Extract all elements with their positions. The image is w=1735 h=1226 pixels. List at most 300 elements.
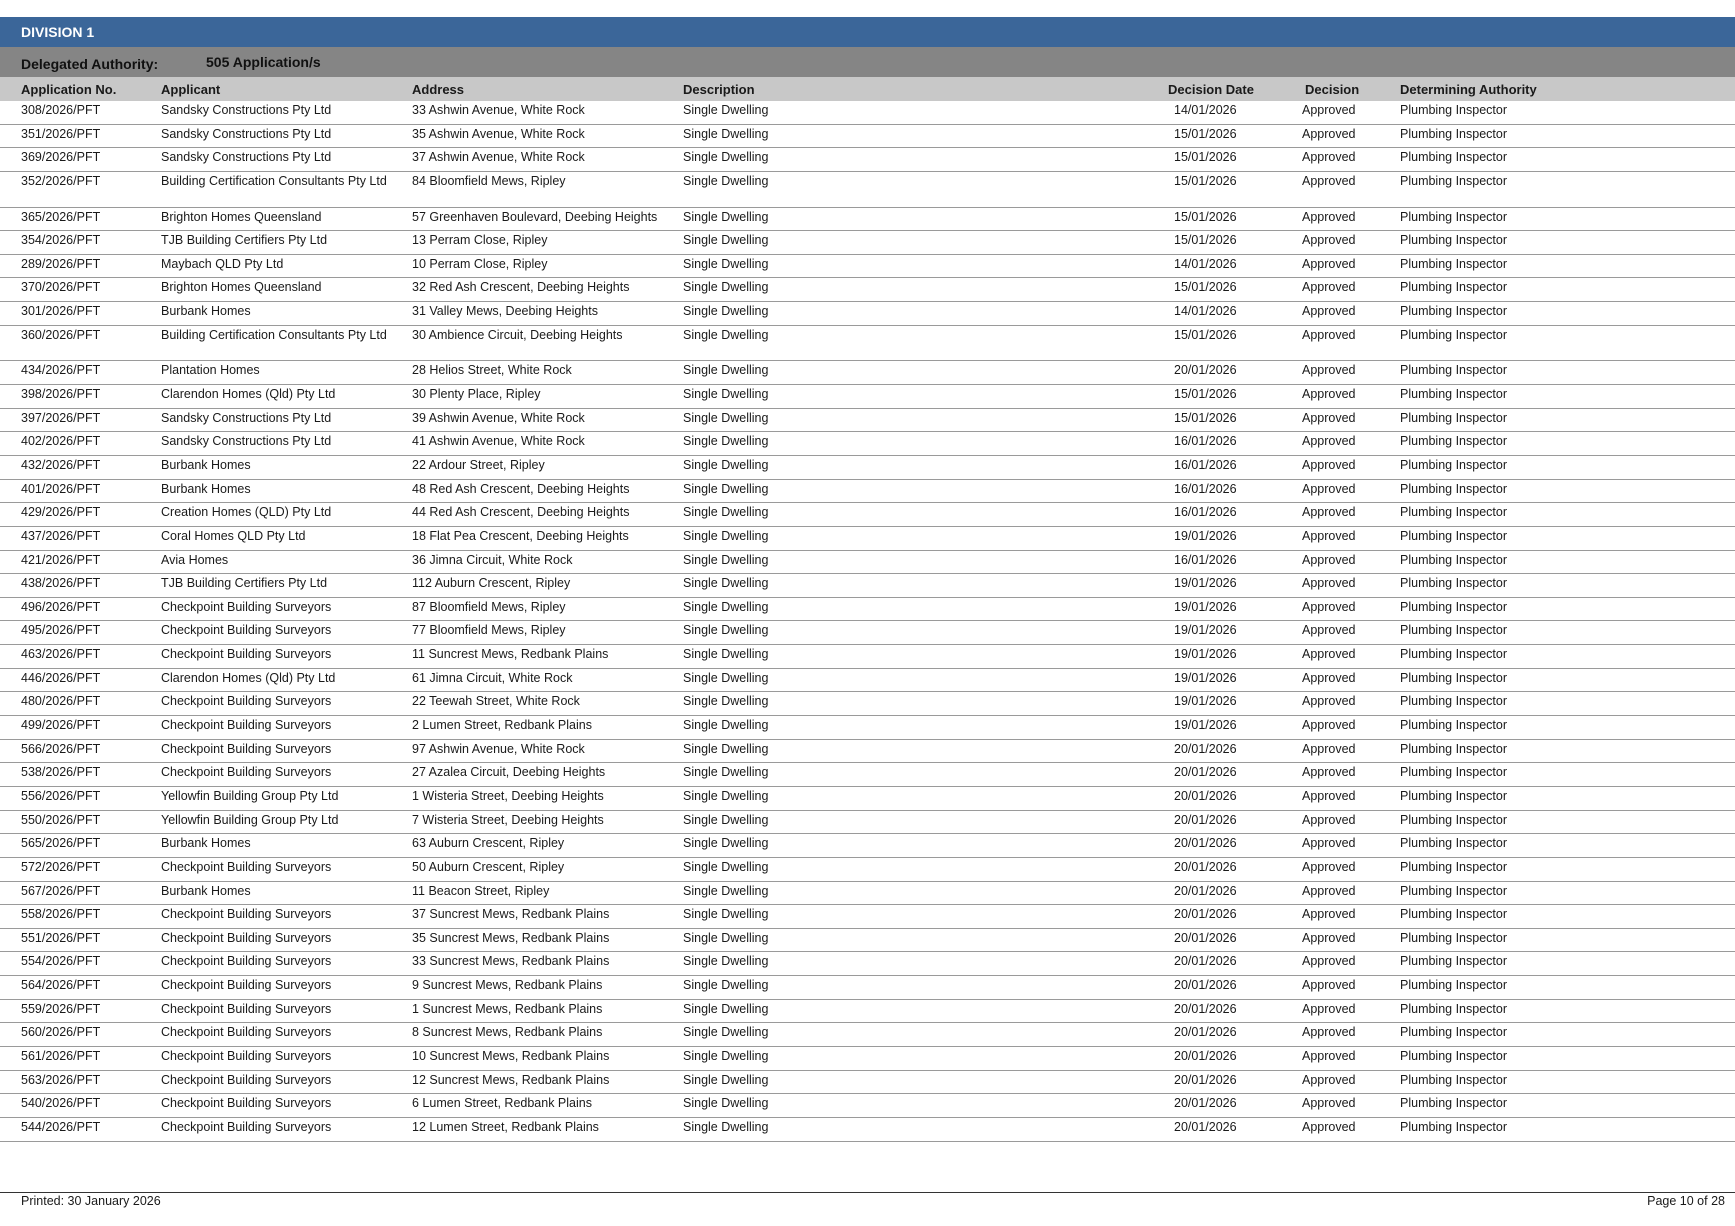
cell-address: 10 Perram Close, Ripley [412, 256, 548, 271]
cell-decision-date: 19/01/2026 [1174, 528, 1237, 543]
cell-decision: Approved [1302, 954, 1356, 969]
cell-decision: Approved [1302, 233, 1356, 248]
cell-decision-date: 20/01/2026 [1174, 765, 1237, 780]
cell-decision: Approved [1302, 552, 1356, 567]
cell-determining-authority: Plumbing Inspector [1400, 505, 1508, 520]
cell-determining-authority: Plumbing Inspector [1400, 859, 1508, 874]
cell-address: 13 Perram Close, Ripley [412, 233, 548, 248]
table-row [0, 101, 1735, 125]
cell-decision: Approved [1302, 765, 1356, 780]
header-decision: Decision [1305, 82, 1360, 97]
cell-decision: Approved [1302, 327, 1356, 342]
cell-decision-date: 15/01/2026 [1174, 233, 1237, 248]
authority-bar [0, 47, 1735, 77]
table-row [0, 432, 1735, 456]
cell-address: 1 Wisteria Street, Deebing Heights [412, 788, 604, 803]
cell-description: Single Dwelling [683, 599, 769, 614]
cell-determining-authority: Plumbing Inspector [1400, 233, 1508, 248]
cell-application-no: 559/2026/PFT [21, 1001, 101, 1016]
cell-applicant: Checkpoint Building Surveyors [161, 1119, 332, 1134]
cell-determining-authority: Plumbing Inspector [1400, 304, 1508, 319]
table-row [0, 976, 1735, 1000]
cell-address: 12 Lumen Street, Redbank Plains [412, 1119, 599, 1134]
cell-decision-date: 19/01/2026 [1174, 647, 1237, 662]
cell-application-no: 499/2026/PFT [21, 718, 101, 733]
cell-description: Single Dwelling [683, 647, 769, 662]
cell-decision-date: 20/01/2026 [1174, 930, 1237, 945]
cell-description: Single Dwelling [683, 256, 769, 271]
cell-applicant: Checkpoint Building Surveyors [161, 741, 332, 756]
cell-decision: Approved [1302, 836, 1356, 851]
table-row [0, 882, 1735, 906]
cell-applicant: Checkpoint Building Surveyors [161, 1096, 332, 1111]
cell-address: 39 Ashwin Avenue, White Rock [412, 410, 585, 425]
cell-decision: Approved [1302, 599, 1356, 614]
table-row [0, 1118, 1735, 1142]
cell-applicant: Yellowfin Building Group Pty Ltd [161, 812, 339, 827]
table-row [0, 326, 1735, 362]
cell-applicant: Checkpoint Building Surveyors [161, 930, 332, 945]
cell-determining-authority: Plumbing Inspector [1400, 1072, 1508, 1087]
table-row [0, 598, 1735, 622]
cell-determining-authority: Plumbing Inspector [1400, 173, 1508, 188]
cell-application-no: 360/2026/PFT [21, 327, 101, 342]
cell-application-no: 556/2026/PFT [21, 788, 101, 803]
cell-decision: Approved [1302, 788, 1356, 803]
cell-description: Single Dwelling [683, 788, 769, 803]
cell-decision-date: 15/01/2026 [1174, 280, 1237, 295]
cell-description: Single Dwelling [683, 1072, 769, 1087]
cell-determining-authority: Plumbing Inspector [1400, 209, 1508, 224]
cell-description: Single Dwelling [683, 528, 769, 543]
table-row [0, 527, 1735, 551]
cell-applicant: Burbank Homes [161, 457, 251, 472]
cell-description: Single Dwelling [683, 552, 769, 567]
cell-description: Single Dwelling [683, 930, 769, 945]
cell-applicant: Checkpoint Building Surveyors [161, 1048, 332, 1063]
cell-address: 8 Suncrest Mews, Redbank Plains [412, 1025, 603, 1040]
cell-determining-authority: Plumbing Inspector [1400, 552, 1508, 567]
cell-application-no: 544/2026/PFT [21, 1119, 101, 1134]
cell-determining-authority: Plumbing Inspector [1400, 150, 1508, 165]
cell-description: Single Dwelling [683, 457, 769, 472]
cell-address: 30 Plenty Place, Ripley [412, 387, 541, 402]
cell-application-no: 370/2026/PFT [21, 280, 101, 295]
cell-application-no: 446/2026/PFT [21, 670, 101, 685]
cell-decision-date: 15/01/2026 [1174, 387, 1237, 402]
cell-determining-authority: Plumbing Inspector [1400, 1096, 1508, 1111]
cell-applicant: Brighton Homes Queensland [161, 280, 322, 295]
cell-applicant: Sandsky Constructions Pty Ltd [161, 150, 332, 165]
cell-application-no: 354/2026/PFT [21, 233, 101, 248]
cell-application-no: 565/2026/PFT [21, 836, 101, 851]
table-row [0, 1047, 1735, 1071]
cell-decision: Approved [1302, 457, 1356, 472]
cell-address: 31 Valley Mews, Deebing Heights [412, 304, 598, 319]
cell-applicant: Yellowfin Building Group Pty Ltd [161, 788, 339, 803]
cell-application-no: 560/2026/PFT [21, 1025, 101, 1040]
cell-application-no: 496/2026/PFT [21, 599, 101, 614]
cell-application-no: 572/2026/PFT [21, 859, 101, 874]
cell-application-no: 365/2026/PFT [21, 209, 101, 224]
table-row [0, 740, 1735, 764]
table-row [0, 574, 1735, 598]
cell-determining-authority: Plumbing Inspector [1400, 576, 1508, 591]
header-determining-authority: Determining Authority [1400, 82, 1537, 97]
cell-address: 87 Bloomfield Mews, Ripley [412, 599, 566, 614]
table-row [0, 669, 1735, 693]
cell-applicant: Checkpoint Building Surveyors [161, 859, 332, 874]
cell-address: 84 Bloomfield Mews, Ripley [412, 173, 566, 188]
table-row [0, 172, 1735, 208]
table-row [0, 716, 1735, 740]
cell-application-no: 308/2026/PFT [21, 103, 101, 117]
cell-address: 50 Auburn Crescent, Ripley [412, 859, 565, 874]
cell-decision: Approved [1302, 1001, 1356, 1016]
cell-description: Single Dwelling [683, 1048, 769, 1063]
table-row [0, 361, 1735, 385]
cell-decision: Approved [1302, 930, 1356, 945]
cell-description: Single Dwelling [683, 978, 769, 993]
cell-decision: Approved [1302, 150, 1356, 165]
cell-application-no: 551/2026/PFT [21, 930, 101, 945]
cell-decision: Approved [1302, 1096, 1356, 1111]
cell-determining-authority: Plumbing Inspector [1400, 1119, 1508, 1134]
table-row [0, 385, 1735, 409]
cell-description: Single Dwelling [683, 410, 769, 425]
cell-decision-date: 15/01/2026 [1174, 327, 1237, 342]
cell-address: 36 Jimna Circuit, White Rock [412, 552, 573, 567]
cell-determining-authority: Plumbing Inspector [1400, 930, 1508, 945]
cell-address: 33 Suncrest Mews, Redbank Plains [412, 954, 610, 969]
cell-decision: Approved [1302, 528, 1356, 543]
cell-decision: Approved [1302, 126, 1356, 141]
cell-applicant: Checkpoint Building Surveyors [161, 623, 332, 638]
table-row [0, 905, 1735, 929]
header-address: Address [412, 82, 465, 97]
cell-determining-authority: Plumbing Inspector [1400, 1001, 1508, 1016]
cell-decision-date: 20/01/2026 [1174, 1025, 1237, 1040]
cell-address: 22 Teewah Street, White Rock [412, 694, 580, 709]
cell-applicant: Checkpoint Building Surveyors [161, 1025, 332, 1040]
cell-application-no: 421/2026/PFT [21, 552, 101, 567]
cell-description: Single Dwelling [683, 954, 769, 969]
cell-address: 11 Suncrest Mews, Redbank Plains [412, 647, 609, 662]
cell-applicant: Clarendon Homes (Qld) Pty Ltd [161, 670, 336, 685]
cell-decision-date: 20/01/2026 [1174, 1048, 1237, 1063]
cell-determining-authority: Plumbing Inspector [1400, 718, 1508, 733]
table-row [0, 278, 1735, 302]
cell-address: 7 Wisteria Street, Deebing Heights [412, 812, 604, 827]
cell-application-no: 398/2026/PFT [21, 387, 101, 402]
table-row [0, 208, 1735, 232]
cell-application-no: 289/2026/PFT [21, 256, 101, 271]
cell-determining-authority: Plumbing Inspector [1400, 670, 1508, 685]
cell-address: 2 Lumen Street, Redbank Plains [412, 718, 592, 733]
table-row [0, 1071, 1735, 1095]
header-description: Description [683, 82, 755, 97]
cell-determining-authority: Plumbing Inspector [1400, 1048, 1508, 1063]
cell-address: 28 Helios Street, White Rock [412, 363, 572, 378]
cell-description: Single Dwelling [683, 150, 769, 165]
cell-address: 37 Ashwin Avenue, White Rock [412, 150, 585, 165]
cell-address: 37 Suncrest Mews, Redbank Plains [412, 907, 610, 922]
table-row [0, 409, 1735, 433]
cell-application-no: 397/2026/PFT [21, 410, 101, 425]
cell-determining-authority: Plumbing Inspector [1400, 741, 1508, 756]
cell-decision-date: 15/01/2026 [1174, 410, 1237, 425]
authority-label: Delegated Authority: [21, 56, 159, 72]
table-row [0, 858, 1735, 882]
cell-applicant: Building Certification Consultants Pty Ltd [161, 327, 387, 342]
table-row [0, 763, 1735, 787]
cell-determining-authority: Plumbing Inspector [1400, 387, 1508, 402]
cell-applicant: Checkpoint Building Surveyors [161, 765, 332, 780]
header-applicant: Applicant [161, 82, 221, 97]
table-row [0, 456, 1735, 480]
table-row [0, 621, 1735, 645]
cell-address: 112 Auburn Crescent, Ripley [412, 576, 571, 591]
cell-description: Single Dwelling [683, 907, 769, 922]
cell-applicant: Sandsky Constructions Pty Ltd [161, 434, 332, 449]
cell-decision-date: 19/01/2026 [1174, 623, 1237, 638]
cell-determining-authority: Plumbing Inspector [1400, 363, 1508, 378]
cell-description: Single Dwelling [683, 233, 769, 248]
cell-application-no: 563/2026/PFT [21, 1072, 101, 1087]
cell-determining-authority: Plumbing Inspector [1400, 434, 1508, 449]
table-row [0, 125, 1735, 149]
footer-divider [0, 1192, 1735, 1193]
cell-determining-authority: Plumbing Inspector [1400, 410, 1508, 425]
cell-applicant: Burbank Homes [161, 836, 251, 851]
cell-applicant: Building Certification Consultants Pty Ltd [161, 173, 387, 188]
cell-description: Single Dwelling [683, 812, 769, 827]
cell-description: Single Dwelling [683, 173, 769, 188]
cell-decision-date: 15/01/2026 [1174, 126, 1237, 141]
cell-application-no: 429/2026/PFT [21, 505, 101, 520]
cell-decision: Approved [1302, 1025, 1356, 1040]
cell-description: Single Dwelling [683, 883, 769, 898]
cell-application-no: 352/2026/PFT [21, 173, 101, 188]
cell-determining-authority: Plumbing Inspector [1400, 765, 1508, 780]
cell-address: 35 Suncrest Mews, Redbank Plains [412, 930, 610, 945]
cell-applicant: Checkpoint Building Surveyors [161, 599, 332, 614]
cell-decision: Approved [1302, 647, 1356, 662]
cell-applicant: TJB Building Certifiers Pty Ltd [161, 233, 328, 248]
cell-applicant: Sandsky Constructions Pty Ltd [161, 103, 332, 117]
cell-decision: Approved [1302, 387, 1356, 402]
cell-description: Single Dwelling [683, 670, 769, 685]
cell-description: Single Dwelling [683, 481, 769, 496]
cell-application-no: 402/2026/PFT [21, 434, 101, 449]
cell-address: 1 Suncrest Mews, Redbank Plains [412, 1001, 603, 1016]
cell-applicant: Checkpoint Building Surveyors [161, 647, 332, 662]
cell-description: Single Dwelling [683, 1001, 769, 1016]
cell-decision-date: 16/01/2026 [1174, 505, 1237, 520]
table-row [0, 811, 1735, 835]
cell-description: Single Dwelling [683, 209, 769, 224]
cell-application-no: 495/2026/PFT [21, 623, 101, 638]
cell-address: 30 Ambience Circuit, Deebing Heights [412, 327, 623, 342]
cell-description: Single Dwelling [683, 623, 769, 638]
cell-address: 27 Azalea Circuit, Deebing Heights [412, 765, 606, 780]
cell-decision-date: 14/01/2026 [1174, 304, 1237, 319]
printed-date: Printed: 30 January 2026 [21, 1194, 161, 1208]
cell-determining-authority: Plumbing Inspector [1400, 103, 1508, 117]
cell-applicant: Maybach QLD Pty Ltd [161, 256, 284, 271]
table-row [0, 231, 1735, 255]
cell-address: 63 Auburn Crescent, Ripley [412, 836, 565, 851]
cell-applicant: Checkpoint Building Surveyors [161, 954, 332, 969]
cell-determining-authority: Plumbing Inspector [1400, 327, 1508, 342]
cell-determining-authority: Plumbing Inspector [1400, 280, 1508, 295]
cell-decision: Approved [1302, 256, 1356, 271]
cell-address: 35 Ashwin Avenue, White Rock [412, 126, 585, 141]
cell-decision-date: 19/01/2026 [1174, 718, 1237, 733]
cell-applicant: Checkpoint Building Surveyors [161, 978, 332, 993]
cell-determining-authority: Plumbing Inspector [1400, 954, 1508, 969]
cell-decision-date: 19/01/2026 [1174, 576, 1237, 591]
cell-determining-authority: Plumbing Inspector [1400, 256, 1508, 271]
cell-applicant: TJB Building Certifiers Pty Ltd [161, 576, 328, 591]
cell-decision: Approved [1302, 209, 1356, 224]
cell-decision: Approved [1302, 741, 1356, 756]
cell-decision: Approved [1302, 1119, 1356, 1134]
cell-decision-date: 14/01/2026 [1174, 256, 1237, 271]
cell-address: 48 Red Ash Crescent, Deebing Heights [412, 481, 630, 496]
cell-applicant: Burbank Homes [161, 481, 251, 496]
cell-address: 44 Red Ash Crescent, Deebing Heights [412, 505, 630, 520]
table-row [0, 302, 1735, 326]
cell-decision: Approved [1302, 812, 1356, 827]
cell-decision: Approved [1302, 670, 1356, 685]
cell-decision: Approved [1302, 280, 1356, 295]
cell-decision: Approved [1302, 304, 1356, 319]
cell-decision-date: 20/01/2026 [1174, 363, 1237, 378]
cell-decision: Approved [1302, 173, 1356, 188]
cell-application-no: 438/2026/PFT [21, 576, 101, 591]
cell-description: Single Dwelling [683, 694, 769, 709]
cell-description: Single Dwelling [683, 765, 769, 780]
cell-address: 57 Greenhaven Boulevard, Deebing Heights [412, 209, 658, 224]
table-row [0, 692, 1735, 716]
cell-decision-date: 20/01/2026 [1174, 978, 1237, 993]
cell-determining-authority: Plumbing Inspector [1400, 788, 1508, 803]
table-row [0, 1094, 1735, 1118]
cell-address: 18 Flat Pea Crescent, Deebing Heights [412, 528, 629, 543]
cell-determining-authority: Plumbing Inspector [1400, 694, 1508, 709]
cell-determining-authority: Plumbing Inspector [1400, 883, 1508, 898]
applications-table [0, 101, 1735, 1142]
cell-description: Single Dwelling [683, 576, 769, 591]
table-row [0, 503, 1735, 527]
cell-determining-authority: Plumbing Inspector [1400, 623, 1508, 638]
cell-decision-date: 20/01/2026 [1174, 1096, 1237, 1111]
cell-decision-date: 20/01/2026 [1174, 1072, 1237, 1087]
cell-applicant: Clarendon Homes (Qld) Pty Ltd [161, 387, 336, 402]
cell-determining-authority: Plumbing Inspector [1400, 457, 1508, 472]
cell-application-no: 432/2026/PFT [21, 457, 101, 472]
cell-address: 32 Red Ash Crescent, Deebing Heights [412, 280, 630, 295]
cell-applicant: Burbank Homes [161, 304, 251, 319]
table-row [0, 645, 1735, 669]
table-row [0, 148, 1735, 172]
table-row [0, 834, 1735, 858]
cell-decision-date: 20/01/2026 [1174, 907, 1237, 922]
cell-decision-date: 15/01/2026 [1174, 150, 1237, 165]
cell-application-no: 554/2026/PFT [21, 954, 101, 969]
table-header [0, 77, 1735, 101]
header-application-no: Application No. [21, 82, 117, 97]
cell-decision: Approved [1302, 410, 1356, 425]
cell-application-no: 566/2026/PFT [21, 741, 101, 756]
cell-address: 9 Suncrest Mews, Redbank Plains [412, 978, 603, 993]
cell-applicant: Checkpoint Building Surveyors [161, 1001, 332, 1016]
cell-decision: Approved [1302, 434, 1356, 449]
cell-application-no: 437/2026/PFT [21, 528, 101, 543]
cell-decision: Approved [1302, 1048, 1356, 1063]
cell-determining-authority: Plumbing Inspector [1400, 907, 1508, 922]
cell-application-no: 351/2026/PFT [21, 126, 101, 141]
table-row [0, 255, 1735, 279]
cell-address: 12 Suncrest Mews, Redbank Plains [412, 1072, 610, 1087]
cell-decision: Approved [1302, 883, 1356, 898]
cell-description: Single Dwelling [683, 836, 769, 851]
cell-decision: Approved [1302, 505, 1356, 520]
cell-decision-date: 15/01/2026 [1174, 209, 1237, 224]
header-decision-date: Decision Date [1168, 82, 1254, 97]
cell-decision-date: 20/01/2026 [1174, 741, 1237, 756]
cell-application-no: 301/2026/PFT [21, 304, 101, 319]
cell-decision: Approved [1302, 694, 1356, 709]
table-row [0, 929, 1735, 953]
cell-determining-authority: Plumbing Inspector [1400, 481, 1508, 496]
cell-applicant: Plantation Homes [161, 363, 260, 378]
cell-description: Single Dwelling [683, 126, 769, 141]
page-number: Page 10 of 28 [1647, 1194, 1725, 1208]
division-title: DIVISION 1 [0, 17, 1735, 47]
cell-decision-date: 20/01/2026 [1174, 788, 1237, 803]
cell-applicant: Sandsky Constructions Pty Ltd [161, 410, 332, 425]
cell-determining-authority: Plumbing Inspector [1400, 126, 1508, 141]
cell-decision: Approved [1302, 576, 1356, 591]
cell-decision-date: 19/01/2026 [1174, 670, 1237, 685]
cell-address: 61 Jimna Circuit, White Rock [412, 670, 573, 685]
cell-decision: Approved [1302, 718, 1356, 733]
cell-decision-date: 14/01/2026 [1174, 103, 1237, 117]
cell-address: 6 Lumen Street, Redbank Plains [412, 1096, 592, 1111]
cell-decision-date: 20/01/2026 [1174, 883, 1237, 898]
cell-description: Single Dwelling [683, 1025, 769, 1040]
cell-applicant: Burbank Homes [161, 883, 251, 898]
cell-decision-date: 20/01/2026 [1174, 812, 1237, 827]
cell-application-no: 434/2026/PFT [21, 363, 101, 378]
cell-address: 77 Bloomfield Mews, Ripley [412, 623, 566, 638]
cell-determining-authority: Plumbing Inspector [1400, 528, 1508, 543]
cell-decision-date: 16/01/2026 [1174, 481, 1237, 496]
cell-application-no: 558/2026/PFT [21, 907, 101, 922]
cell-address: 11 Beacon Street, Ripley [412, 883, 550, 898]
cell-address: 97 Ashwin Avenue, White Rock [412, 741, 585, 756]
cell-decision: Approved [1302, 623, 1356, 638]
cell-decision-date: 20/01/2026 [1174, 836, 1237, 851]
cell-applicant: Checkpoint Building Surveyors [161, 718, 332, 733]
cell-applicant: Checkpoint Building Surveyors [161, 907, 332, 922]
cell-determining-authority: Plumbing Inspector [1400, 836, 1508, 851]
cell-applicant: Creation Homes (QLD) Pty Ltd [161, 505, 332, 520]
cell-decision-date: 20/01/2026 [1174, 1001, 1237, 1016]
cell-description: Single Dwelling [683, 280, 769, 295]
